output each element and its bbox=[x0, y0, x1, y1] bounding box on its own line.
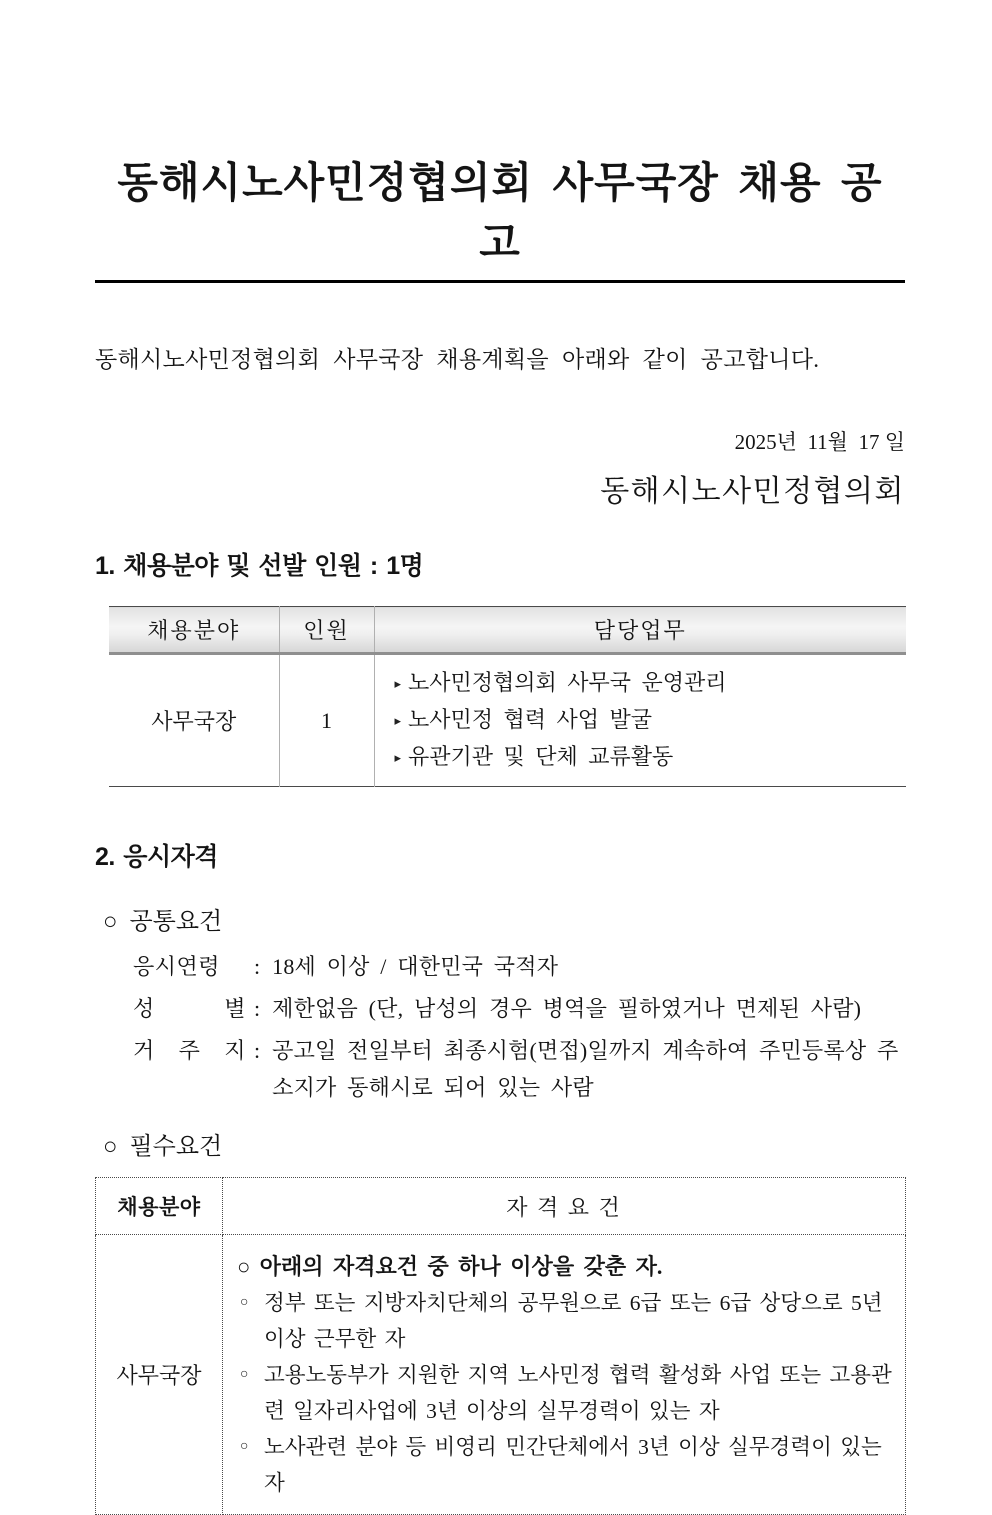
duty-item bbox=[395, 739, 901, 776]
t1-cell-field: 사무국장 bbox=[151, 709, 237, 734]
list-item bbox=[133, 990, 905, 1027]
section2-heading: 2. 응시자격 bbox=[95, 843, 218, 871]
list-item bbox=[237, 1357, 897, 1429]
duty-text: 유관기관 및 단체 교류활동 bbox=[408, 744, 674, 769]
req-text: 공고일 전일부터 최종시험(면접)일까지 계속하여 주민등록상 주소지가 동해시로 되어 있는 사람 bbox=[272, 1038, 899, 1100]
section1-heading: 1. 채용분야 및 선발 인원 : 1명 bbox=[95, 552, 424, 580]
triangle-bullet-icon: ▸ bbox=[394, 676, 402, 691]
t1-cell-duties bbox=[374, 654, 906, 787]
list-item bbox=[133, 948, 905, 985]
title-block bbox=[95, 150, 905, 283]
triangle-bullet-icon: ▸ bbox=[394, 750, 402, 765]
recruitment-table-header bbox=[109, 607, 906, 654]
common-requirements-list bbox=[133, 948, 905, 1106]
duty-text: 노사민정 협력 사업 발굴 bbox=[408, 707, 653, 732]
table-row bbox=[96, 1235, 906, 1515]
t2-header-qualification: 자 격 요 건 bbox=[223, 1178, 906, 1235]
list-item bbox=[237, 1285, 897, 1357]
recruitment-table bbox=[109, 606, 906, 787]
qualification-text: 고용노동부가 지원한 지역 노사민정 협력 활성화 사업 또는 고용관련 일자리사업에 3년 이상의 실무경력이 있는 자 bbox=[264, 1363, 892, 1423]
announcement-date: 2025년 11월 17 일 bbox=[734, 430, 905, 454]
t1-header-duties: 담당업무 bbox=[374, 607, 906, 654]
req-label: 거 주 지 bbox=[133, 1038, 246, 1063]
table-row bbox=[109, 654, 906, 787]
t2-header-field: 채용분야 bbox=[96, 1178, 223, 1235]
req-separator: : bbox=[254, 1038, 261, 1063]
common-requirements-heading: ○ 공통요건 bbox=[103, 909, 223, 935]
req-separator: : bbox=[254, 954, 261, 979]
circle-bullet-icon: ○ bbox=[240, 1295, 249, 1310]
organization-name: 동해시노사민정협의회 bbox=[600, 475, 905, 508]
req-label: 응시연령 bbox=[133, 954, 221, 979]
triangle-bullet-icon: ▸ bbox=[394, 713, 402, 728]
t1-cell-count: 1 bbox=[279, 654, 374, 787]
req-text: 18세 이상 / 대한민국 국적자 bbox=[272, 954, 559, 979]
req-label: 성 별 bbox=[133, 996, 246, 1021]
qualification-table bbox=[95, 1177, 906, 1515]
list-item bbox=[133, 1032, 905, 1106]
t1-header-count: 인원 bbox=[279, 607, 374, 654]
req-separator: : bbox=[254, 996, 261, 1021]
duty-item bbox=[395, 702, 901, 739]
t2-cell-field: 사무국장 bbox=[96, 1235, 223, 1515]
circle-bullet-icon: ○ bbox=[240, 1439, 249, 1454]
duty-item bbox=[395, 665, 901, 702]
list-item bbox=[237, 1429, 897, 1501]
t2-cell-qualifications bbox=[223, 1235, 906, 1515]
t1-header-field: 채용분야 bbox=[109, 607, 279, 654]
required-qualifications-heading: ○ 필수요건 bbox=[103, 1134, 223, 1160]
qualification-lead: ○ 아래의 자격요건 중 하나 이상을 갖춘 자. bbox=[237, 1254, 663, 1279]
duty-text: 노사민정협의회 사무국 운영관리 bbox=[408, 670, 727, 695]
qualification-text: 노사관련 분야 등 비영리 민간단체에서 3년 이상 실무경력이 있는 자 bbox=[264, 1435, 882, 1495]
qualification-text: 정부 또는 지방자치단체의 공무원으로 6급 또는 6급 상당으로 5년 이상 근무한 자 bbox=[264, 1291, 883, 1351]
circle-bullet-icon: ○ bbox=[240, 1367, 249, 1382]
req-text: 제한없음 (단, 남성의 경우 병역을 필하였거나 면제된 사람) bbox=[272, 996, 862, 1021]
intro-paragraph: 동해시노사민정협의회 사무국장 채용계획을 아래와 같이 공고합니다. bbox=[95, 347, 820, 372]
document-title: 동해시노사민정협의회 사무국장 채용 공고 bbox=[95, 150, 905, 283]
qualification-table-header bbox=[96, 1178, 906, 1235]
